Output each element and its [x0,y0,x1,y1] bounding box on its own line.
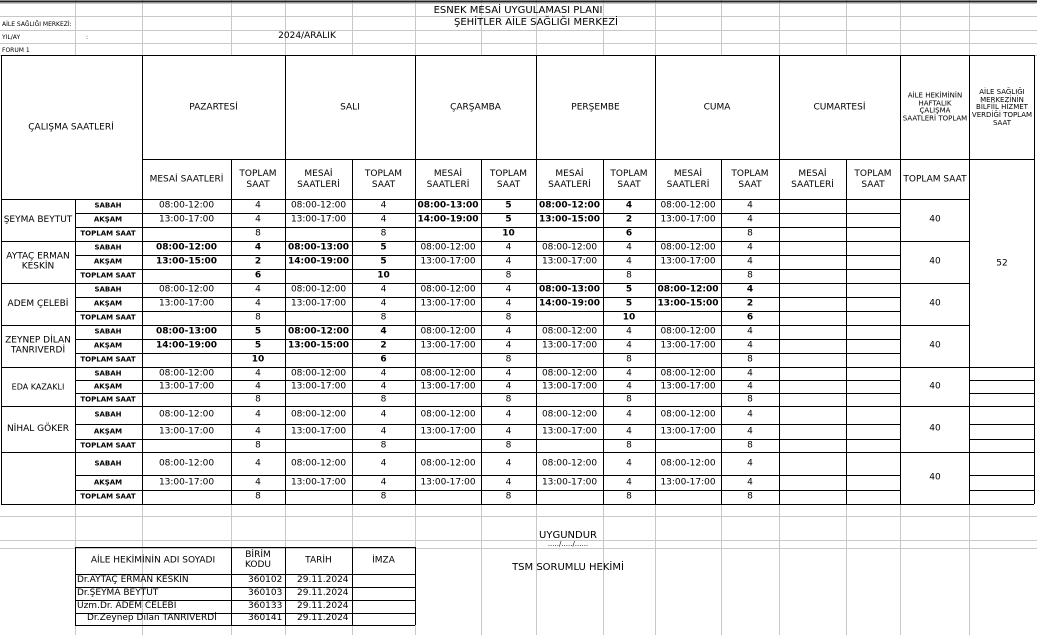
toplam-cell: 8 [626,440,632,450]
toplam-cell: 6 [380,354,387,365]
toplam-cell: 8 [380,491,387,502]
row-type-label: SABAH [94,459,122,467]
toplam-cell: 4 [505,477,512,487]
row-type-label: TOPLAM SAAT [80,355,136,364]
toplam-cell: 6 [625,228,633,239]
mesai-cell: 14:00-19:00 [417,214,479,225]
row-type-label: AKŞAM [93,478,123,486]
mesai-saatleri-header: MESAİ SAATLERİ [149,174,224,185]
toplam-cell: 4 [380,298,387,309]
row-type-label: AKŞAM [93,215,123,224]
toplam-cell: 8 [255,491,261,502]
mesai-cell: 13:00-17:00 [541,477,598,487]
mesai-cell: 08:00-12:00 [290,200,347,211]
mesai-cell: 08:00-12:00 [660,242,716,253]
toplam-cell: 4 [255,458,261,468]
row-type-label: SABAH [94,327,122,336]
toplam-cell: 4 [746,284,754,295]
toplam-cell: 8 [505,394,512,404]
toplam-cell: 4 [255,409,261,420]
signature-code: 360141 [248,613,283,623]
mesai-cell: 13:00-17:00 [158,477,215,487]
mesai-cell: 08:00-12:00 [158,409,215,420]
mesai-cell: 13:00-15:00 [287,340,350,351]
mesai-saatleri-header: MESAİ SAATLERİ [791,169,834,190]
signature-header: BİRİM KODU [244,549,271,571]
mesai-cell: 08:00-12:00 [660,368,716,378]
toplam-cell: 4 [505,458,512,468]
toplam-cell: 4 [626,340,632,351]
mesai-cell: 08:00-12:00 [158,368,215,378]
asm-total-value: 52 [996,258,1008,269]
mesai-cell: 08:00-13:00 [155,326,218,337]
doctor-name: ZEYNEP DİLAN TANRIVERDİ [5,335,71,356]
mesai-cell: 13:00-17:00 [158,426,215,436]
toplam-cell: 5 [505,200,512,211]
toplam-cell: 8 [380,312,387,323]
weekly-total-value: 40 [929,298,941,309]
toplam-cell: 4 [505,284,512,295]
toplam-cell: 8 [505,440,512,450]
signature-date: 29.11.2024 [297,600,349,611]
mesai-cell: 13:00-15:00 [657,298,719,309]
row-type-label: TOPLAM SAAT [80,271,136,280]
row-type-label: TOPLAM SAAT [80,395,136,403]
toplam-cell: 4 [747,200,753,211]
toplam-cell: 5 [625,284,633,295]
toplam-cell: 2 [380,340,387,351]
sheet-subtitle: ŞEHİTLER AİLE SAĞLIĞI MERKEZİ [453,17,619,28]
toplam-cell: 4 [747,426,753,436]
signature-header: İMZA [372,555,395,566]
mesai-cell: 13:00-17:00 [660,426,716,436]
weekly-total-value: 40 [929,381,941,391]
mesai-cell: 13:00-17:00 [290,214,347,225]
forum-label: FORUM 1 [2,47,30,54]
row-type-label: SABAH [94,369,122,377]
toplam-cell: 8 [505,491,512,502]
mesai-cell: 08:00-12:00 [538,200,601,211]
signature-date: 29.11.2024 [297,574,349,585]
mesai-cell: 14:00-19:00 [155,340,218,351]
toplam-cell: 4 [505,256,512,267]
toplam-cell: 4 [505,242,512,253]
mesai-cell: 08:00-12:00 [660,458,716,468]
mesai-cell: 08:00-13:00 [538,284,601,295]
toplam-cell: 8 [255,228,261,239]
toplam-cell: 8 [255,440,261,450]
row-type-label: AKŞAM [93,299,123,308]
toplam-cell: 4 [626,368,632,378]
signature-code: 360102 [248,574,283,585]
mesai-cell: 13:00-17:00 [420,426,476,436]
toplam-cell: 8 [380,228,387,239]
row-type-label: SABAH [94,201,122,210]
day-header-1: PAZARTESİ [189,102,238,113]
toplam-cell: 4 [380,458,387,468]
mesai-cell: 13:00-17:00 [420,477,476,487]
toplam-cell: 4 [505,409,512,420]
mesai-cell: 08:00-12:00 [541,326,598,337]
mesai-cell: 13:00-17:00 [420,381,476,391]
toplam-cell: 4 [747,214,753,225]
signature-date: 29.11.2024 [297,587,349,598]
toplam-cell: 5 [254,326,262,337]
toplam-cell: 6 [746,312,754,323]
mesai-cell: 08:00-12:00 [541,368,598,378]
toplam-cell: 4 [380,214,387,225]
toplam-cell: 4 [747,256,753,267]
toplam-cell: 4 [380,326,387,337]
toplam-cell: 4 [255,381,261,391]
toplam-cell: 8 [380,394,387,404]
toplam-cell: 10 [251,354,265,365]
tsm-sorumlu-hekimi: TSM SORUMLU HEKİMİ [512,562,624,573]
mesai-cell: 08:00-12:00 [290,284,347,295]
toplam-saat-header: TOPLAM SAAT [489,169,528,190]
mesai-cell: 08:00-12:00 [660,200,716,211]
toplam-cell: 4 [747,326,753,337]
toplam-cell: 8 [626,270,632,281]
toplam-cell: 8 [747,491,753,502]
weekly-total-value: 40 [929,256,941,267]
mesai-cell: 08:00-12:00 [155,242,218,253]
row-type-label: TOPLAM SAAT [80,441,136,449]
toplam-cell: 5 [254,340,262,351]
signature-name: Dr.ŞEYMA BEYTUT [77,587,159,598]
toplam-cell: 10 [377,270,390,281]
weekly-total-value: 40 [929,472,941,483]
toplam-cell: 4 [625,200,633,211]
toplam-cell: 5 [625,298,633,309]
toplam-cell: 5 [380,256,387,267]
weekly-total-value: 40 [929,340,941,351]
row-type-label: AKŞAM [93,382,123,390]
mesai-cell: 13:00-17:00 [660,256,716,267]
signature-code: 360133 [248,600,283,611]
mesai-cell: 08:00-12:00 [420,284,476,295]
toplam-cell: 5 [505,214,512,225]
row-type-label: SABAH [94,285,122,294]
toplam-cell: 4 [747,409,753,420]
toplam-cell: 4 [255,200,261,211]
toplam-cell: 4 [505,298,512,309]
mesai-cell: 13:00-17:00 [541,381,598,391]
toplam-cell: 4 [255,214,261,225]
mesai-cell: 13:00-17:00 [541,340,598,351]
signature-date: 29.11.2024 [297,613,349,623]
mesai-cell: 08:00-12:00 [290,409,347,420]
mesai-cell: 08:00-12:00 [420,242,476,253]
toplam-cell: 4 [380,368,387,378]
signature-name: Uzm.Dr. ADEM CELEBİ [77,600,177,611]
doctor-name: EDA KAZAKLI [11,381,65,391]
signature-header: TARİH [305,555,332,566]
toplam-cell: 4 [380,381,387,391]
weekly-total-header: AİLE HEKİMİNİN HAFTALIK ÇALIŞMA SAATLERİ TOPLAM [902,91,968,123]
row-type-label: AKŞAM [93,257,123,266]
toplam-cell: 4 [626,256,632,267]
toplam-cell: 4 [626,242,632,253]
doctor-name: AYTAÇ ERMAN KESKİN [6,251,70,272]
weekly-total-subheader: TOPLAM SAAT [903,174,967,185]
mesai-cell: 08:00-12:00 [420,409,476,420]
toplam-cell: 4 [380,477,387,487]
toplam-cell: 4 [747,340,753,351]
toplam-cell: 8 [747,394,753,404]
toplam-saat-header: TOPLAM SAAT [610,169,648,190]
mesai-cell: 13:00-17:00 [158,298,215,309]
toplam-cell: 4 [255,477,261,487]
row-type-label: SABAH [94,410,122,419]
toplam-cell: 4 [747,368,753,378]
uygundur-label: UYGUNDUR [539,530,597,541]
mesai-saatleri-header: MESAİ SAATLERİ [548,169,591,190]
toplam-cell: 4 [747,477,753,487]
mesai-cell: 08:00-12:00 [541,409,598,420]
asm-label: AİLE SAĞLIĞI MERKEZİ: [2,21,72,28]
toplam-cell: 10 [622,312,636,323]
mesai-cell: 13:00-17:00 [290,381,347,391]
toplam-cell: 4 [626,426,632,436]
toplam-cell: 4 [626,409,632,420]
mesai-cell: 08:00-12:00 [657,284,719,295]
toplam-cell: 8 [626,394,632,404]
toplam-cell: 4 [505,326,512,337]
mesai-cell: 08:00-12:00 [420,458,476,468]
mesai-cell: 13:00-17:00 [290,426,347,436]
toplam-cell: 8 [255,394,261,404]
mesai-cell: 08:00-13:00 [417,200,479,211]
signature-code: 360103 [248,587,283,598]
mesai-cell: 13:00-17:00 [158,381,215,391]
sheet-title: ESNEK MESAİ UYGULAMASI PLANI [433,5,603,16]
calisma-saatleri-header: ÇALIŞMA SAATLERİ [28,122,114,133]
mesai-cell: 14:00-19:00 [287,256,350,267]
toplam-cell: 10 [502,228,515,239]
weekly-total-value: 40 [929,423,941,434]
mesai-cell: 13:00-17:00 [290,477,347,487]
toplam-saat-header: TOPLAM SAAT [239,169,277,190]
mesai-cell: 08:00-12:00 [660,409,716,420]
doctor-name: NİHAL GÖKER [6,423,70,434]
toplam-cell: 4 [626,381,632,391]
toplam-cell: 4 [380,409,387,420]
row-type-label: TOPLAM SAAT [80,313,136,322]
toplam-cell: 8 [505,312,512,323]
mesai-cell: 13:00-15:00 [538,214,601,225]
mesai-cell: 08:00-13:00 [287,242,350,253]
day-header-2: SALI [340,102,360,113]
toplam-cell: 4 [505,368,512,378]
toplam-cell: 8 [505,354,512,365]
toplam-cell: 4 [505,426,512,436]
mesai-saatleri-header: MESAİ SAATLERİ [666,169,710,190]
toplam-cell: 4 [380,284,387,295]
weekly-total-value: 40 [929,214,941,225]
row-type-label: TOPLAM SAAT [80,492,136,501]
row-type-label: AKŞAM [93,427,123,435]
toplam-cell: 4 [505,340,512,351]
mesai-cell: 08:00-12:00 [420,326,476,337]
toplam-cell: 6 [254,270,262,281]
toplam-cell: 4 [255,368,261,378]
toplam-cell: 8 [747,354,753,365]
toplam-cell: 8 [747,228,753,239]
mesai-cell: 13:00-15:00 [155,256,218,267]
mesai-cell: 13:00-17:00 [420,298,476,309]
toplam-cell: 4 [747,242,753,253]
toplam-cell: 8 [255,312,261,323]
signature-name: Dr.AYTAÇ ERMAN KESKİN [77,574,189,585]
toplam-cell: 4 [380,200,387,211]
mesai-cell: 08:00-12:00 [287,326,350,337]
mesai-cell: 08:00-12:00 [541,458,598,468]
toplam-cell: 2 [625,214,633,225]
mesai-cell: 13:00-17:00 [158,214,215,225]
toplam-cell: 4 [747,381,753,391]
signature-header: AİLE HEKİMİNİN ADI SOYADI [90,555,216,566]
toplam-cell: 8 [747,270,753,281]
toplam-cell: 4 [505,381,512,391]
toplam-cell: 8 [747,440,753,450]
row-type-label: TOPLAM SAAT [80,229,136,238]
doctor-name: ŞEYMA BEYTUT [3,214,73,225]
mesai-saatleri-header: MESAİ SAATLERİ [426,169,470,190]
mesai-cell: 08:00-12:00 [290,368,347,378]
row-type-label: AKŞAM [93,341,123,350]
mesai-cell: 14:00-19:00 [538,298,601,309]
toplam-cell: 2 [254,256,262,267]
mesai-cell: 08:00-12:00 [420,368,476,378]
mesai-cell: 08:00-12:00 [290,458,347,468]
mesai-cell: 08:00-12:00 [158,458,215,468]
toplam-cell: 4 [380,426,387,436]
doctor-name: ADEM ÇELEBİ [7,298,69,309]
toplam-cell: 4 [255,298,261,309]
mesai-cell: 13:00-17:00 [420,340,476,351]
toplam-cell: 4 [626,326,632,337]
approval-date-dots: ...../...../...... [547,540,589,548]
mesai-cell: 13:00-17:00 [541,426,598,436]
mesai-cell: 13:00-17:00 [660,340,716,351]
toplam-cell: 4 [255,284,261,295]
mesai-cell: 13:00-17:00 [290,298,347,309]
toplam-cell: 4 [255,426,261,436]
toplam-saat-header: TOPLAM SAAT [731,169,769,190]
yil-colon: : [86,34,89,41]
mesai-saatleri-header: MESAİ SAATLERİ [297,169,340,190]
mesai-cell: 13:00-17:00 [420,256,476,267]
toplam-saat-header: TOPLAM SAAT [364,169,403,190]
mesai-cell: 08:00-12:00 [660,326,716,337]
toplam-cell: 2 [746,298,754,309]
toplam-cell: 8 [626,491,632,502]
mesai-cell: 13:00-17:00 [660,477,716,487]
mesai-cell: 13:00-17:00 [541,256,598,267]
mesai-cell: 13:00-17:00 [660,381,716,391]
mesai-cell: 08:00-12:00 [158,200,215,211]
day-header-4: PERŞEMBE [571,102,620,113]
toplam-cell: 4 [254,242,262,253]
toplam-cell: 4 [747,458,753,468]
toplam-cell: 4 [626,477,632,487]
day-header-5: CUMA [703,102,731,113]
toplam-cell: 8 [505,270,512,281]
toplam-cell: 5 [380,242,387,253]
mesai-cell: 13:00-17:00 [660,214,716,225]
toplam-saat-header: TOPLAM SAAT [854,169,892,190]
toplam-cell: 4 [626,458,632,468]
signature-name: Dr.Zeynep Dilan TANRIVERDİ [87,613,217,623]
asm-total-header: AİLE SAĞLIĞI MERKEZİNİN BİLFİİL HİZMET VERDİĞİ TOPLAM SAAT [971,87,1033,127]
toplam-cell: 8 [626,354,632,365]
row-type-label: SABAH [94,243,122,252]
day-header-3: ÇARŞAMBA [450,102,501,113]
day-header-6: CUMARTESİ [813,102,866,113]
mesai-cell: 08:00-12:00 [158,284,215,295]
mesai-cell: 08:00-12:00 [541,242,598,253]
yil-value: 2024/ARALIK [278,31,336,41]
yil-label: YIL/AY [2,34,21,41]
toplam-cell: 8 [380,440,387,450]
